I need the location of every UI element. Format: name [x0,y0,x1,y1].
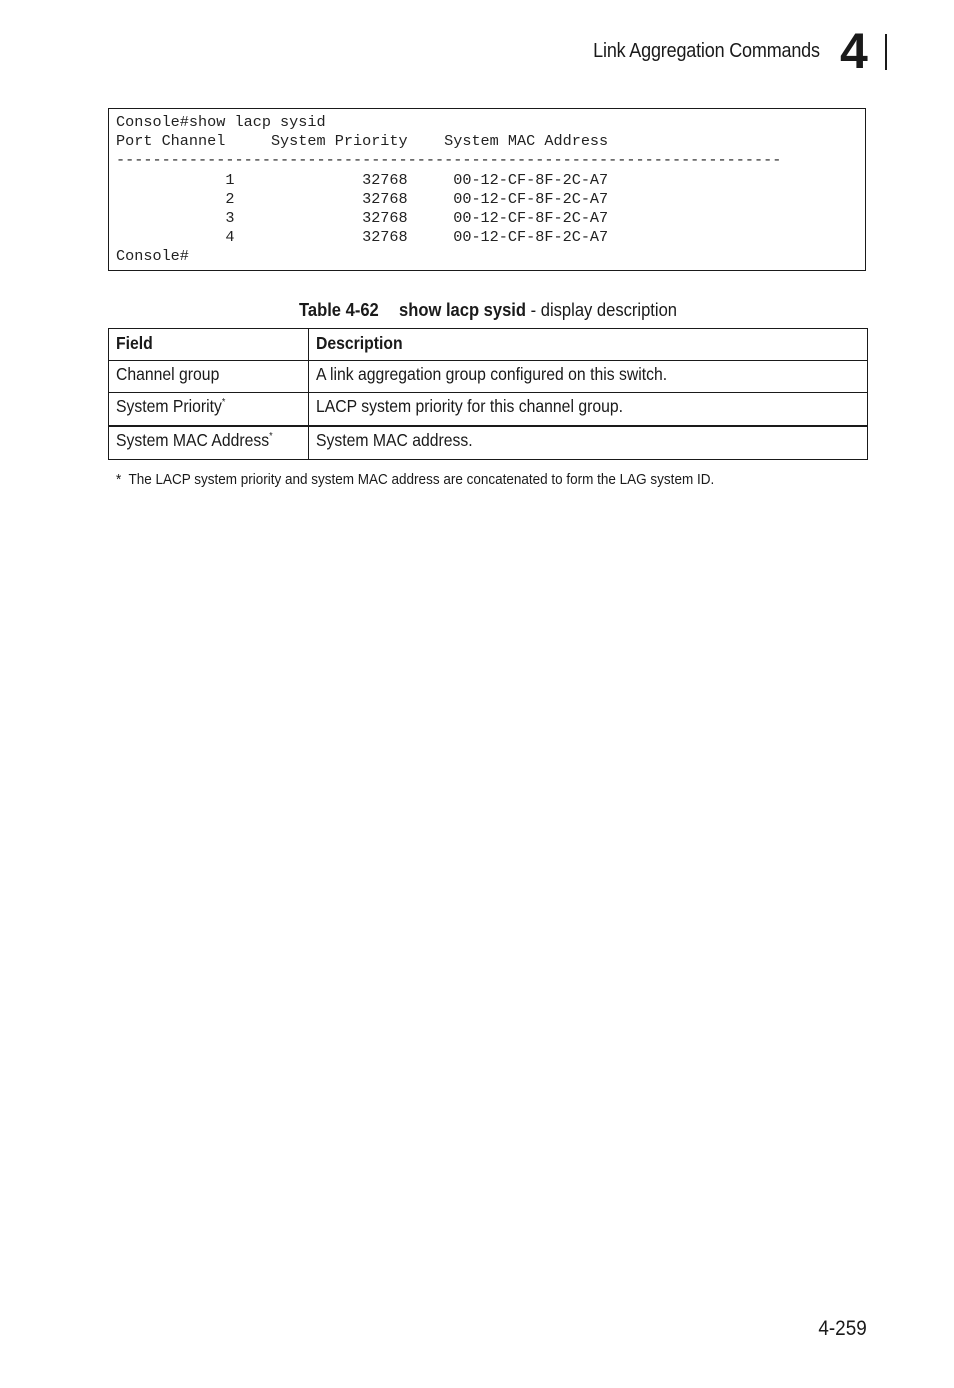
table-caption-label: Table 4-62 [298,300,379,320]
description-cell: LACP system priority for this channel group. [309,393,868,427]
description-cell: A link aggregation group configured on this switch. [309,361,868,393]
field-description-table [108,328,868,460]
console-line: 2 32768 00-12-CF-8F-2C-A7 [116,189,609,208]
table-row [109,426,868,460]
console-line: 3 32768 00-12-CF-8F-2C-A7 [116,209,609,228]
running-header-title: Link Aggregation Commands [593,40,820,62]
header-description: Description [309,329,868,361]
console-line: 4 32768 00-12-CF-8F-2C-A7 [116,228,609,247]
header-field: Field [109,329,309,361]
chapter-marker [840,23,886,79]
chapter-number: 4 [840,23,868,79]
table-row [109,393,868,427]
console-line: 1 32768 00-12-CF-8F-2C-A7 [116,170,609,189]
description-cell: System MAC address. [309,426,868,460]
console-example-box [108,108,866,271]
console-line: Console#show lacp sysid [116,113,326,131]
page-number: 4-259 [818,1317,867,1340]
table-row [109,361,868,393]
table-caption [138,298,837,322]
console-line: Port Channel System Priority System MAC Address [116,132,609,151]
footnote-reference-mark: * [221,397,226,409]
footnote-text: The LACP system priority and system MAC address are concatenated to form the LAG system ID. [128,471,715,488]
table-footnote [116,470,714,490]
field-cell: Channel group [109,361,309,393]
table-caption-rest: - display description [530,300,678,320]
console-line: Console# [116,247,189,266]
field-cell: System MAC Address* [109,426,309,460]
footnote-reference-mark: * [269,431,273,443]
table-header-row [109,329,868,361]
field-cell: System Priority* [109,393,309,427]
chapter-rule-divider [885,34,887,70]
footnote-mark: * [116,471,122,488]
console-line: ------------------------------------------------------------------------- [116,151,782,170]
table-caption-command: show lacp sysid [399,300,527,320]
